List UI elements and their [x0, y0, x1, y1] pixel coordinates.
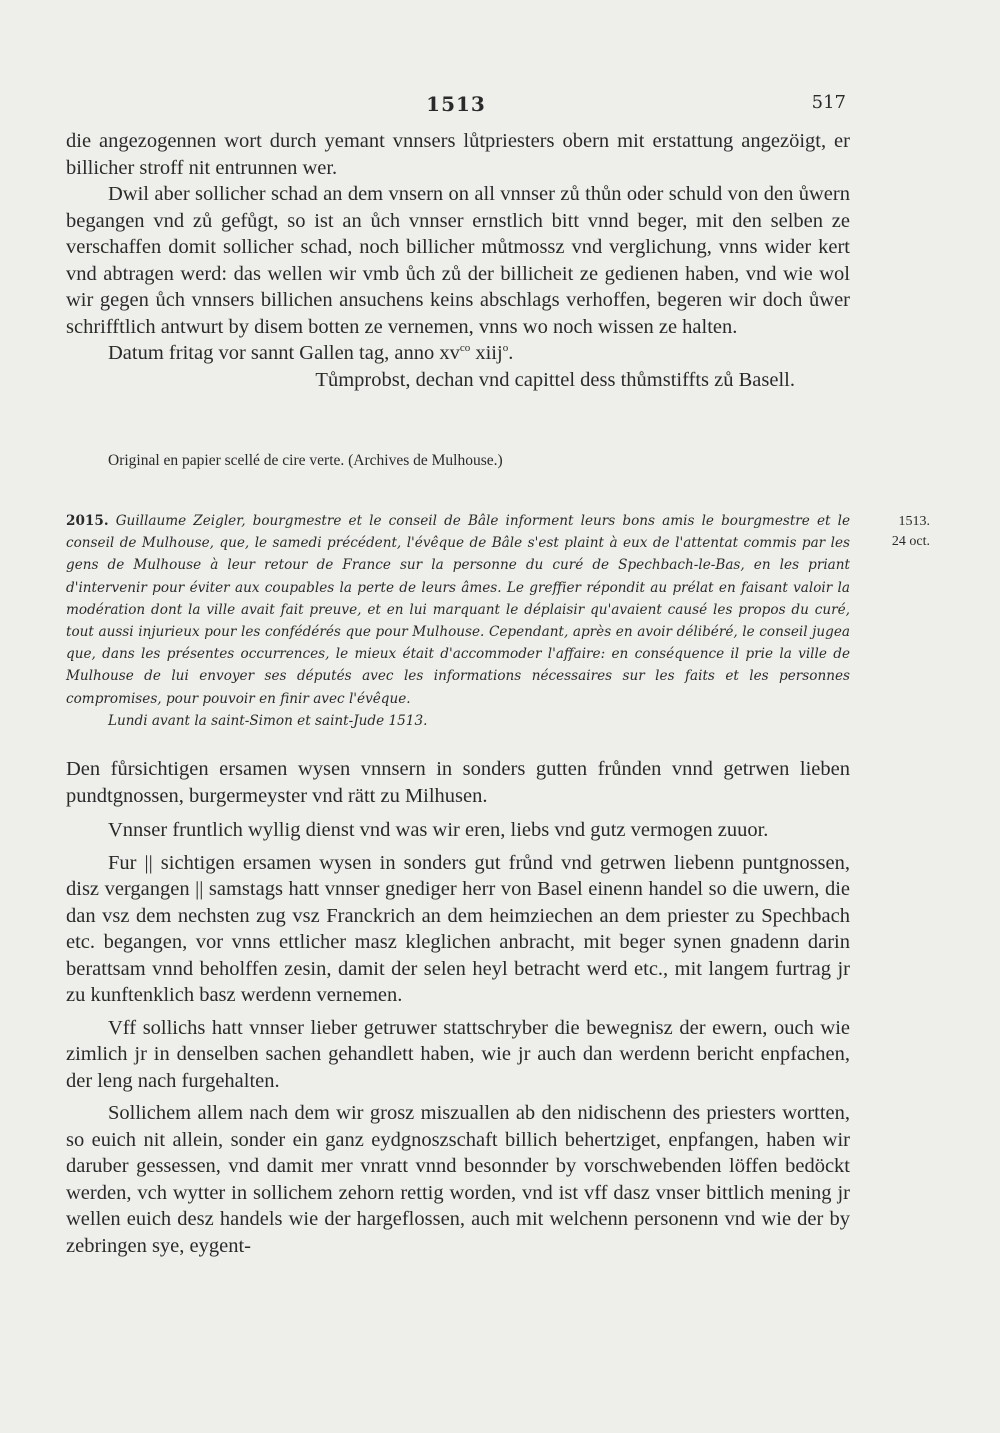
- paragraph: Dwil aber sollicher schad an dem vnsern on all vnnser zů thůn oder schuld von den ůwern begangen vnd zů gefůgt, so ist an ůch vnnser ernstlich bitt vnnd beger, mit den selben ze verschaffen domit sollicher schad, noch billicher můtmossz vnd verglichung, vnns wider kert vnd abtragen werd: das wellen wir vmb ůch zů der billicheit ze gedienen haben, vnd wie wol wir gegen ůch vnnsers billichen ansuchens keins abschlags verhoffen, begeren wir doch ůwer schrifftlich antwurt by disem botten ze vernemen, vnns wo noch wissen ze halten.: [66, 183, 850, 338]
- entry-date: Lundi avant la saint-Simon et saint-Jude 1513.: [108, 712, 428, 729]
- summary-paragraph: [66, 510, 850, 710]
- running-head: [66, 92, 846, 116]
- letter-text: [66, 756, 850, 1259]
- paragraph: Fur || sichtigen ersamen wysen in sonders gut frůnd vnd getrwen liebenn puntgnossen, disz vergangen || samstags hatt vnnser gnediger herr von Basel einenn handel so die uwern, die dan vsz dem nechsten zug vsz Franckrich an dem heimziechen an dem priester zu Spechbach etc. begangen, vor vnns ettlicher masz kleglichen anbracht, mit beger synen gnadenn darin berattsam vnnd beholffen zesin, damit der selen heyl betracht werd etc., mit langem furtrag jr zu kunftenklich basz werdenn vernemen.: [66, 851, 850, 1006]
- letter-date-text: .: [508, 342, 514, 364]
- letter-text-continuation: [66, 128, 850, 393]
- source-note: Original en papier scellé de cire verte. (Archives de Mulhouse.): [108, 452, 503, 469]
- superscript: o: [502, 342, 509, 355]
- entry-number: 2015.: [66, 513, 109, 529]
- letter-greeting: Vnnser fruntlich wyllig dienst vnd was wir eren, liebs vnd gutz vermogen zuuor.: [108, 819, 769, 841]
- margin-date-note: [872, 512, 930, 552]
- paragraph: Sollichem allem nach dem wir grosz miszuallen ab den nidischenn des priesters wortten, so euich nit allein, sonder ein ganz eydgnoszschaft billich behertziget, enpfangen, haben wir daruber gessessen, vnd damit mer vnratt vnnd besonnder by vorschwebenden löffen bedöckt werden, vch wytter in sollichem zehorn rettig worden, vnd ist vff dasz vnser bittlich mening jr wellen euich desz handels wie der hargeflossen, auch mit welchenn personenn vnd wie der by zebringen sye, eygent-: [66, 1102, 850, 1257]
- page-number: 517: [811, 92, 846, 113]
- letter-signature: Tůmprobst, dechan vnd capittel dess thůmstiffts zů Basell.: [315, 368, 795, 391]
- letter-date: [66, 340, 850, 367]
- margin-year: 1513.: [898, 514, 930, 529]
- paragraph: Vff sollichs hatt vnnser lieber getruwer stattschryber die bewegnisz der ewern, ouch wie zimlich jr in denselben sachen gehandlett haben, wie jr auch dan werdenn bericht enpfachen, der leng nach furgehalten.: [66, 1016, 850, 1092]
- letter-date-text: Datum fritag vor sannt Gallen tag, anno xv: [108, 342, 460, 364]
- letter-date-text: xiij: [470, 342, 503, 364]
- paragraph: die angezogennen wort durch yemant vnnsers lůtpriesters obern mit erstattung angezöigt, er billicher stroff nit entrunnen wer.: [66, 130, 850, 179]
- letter-address: Den fůrsichtigen ersamen wysen vnnsern in sonders gutten frůnden vnnd getrwen lieben pundtgnossen, burgermeyster vnd rätt zu Milhusen.: [66, 758, 850, 807]
- summary-text: Guillaume Zeigler, bourgmestre et le conseil de Bâle informent leurs bons amis le bourgmestre et le conseil de Mulhouse, que, le samedi précédent, l'évêque de Bâle s'est plaint à eux de l'attentat commis par les gens de Mulhouse à leur retour de France sur la personne du curé de Spechbach-le-Bas, en les priant d'intervenir pour éviter aux coupables la perte de leurs âmes. Le greffier répondit au prélat en faisant valoir la modération dont la ville avait fait preuve, et en lui marquant le déplaisir qu'avaient causé les propos du curé, tout aussi injurieux pour les confédérés que pour Mulhouse. Cependant, après en avoir délibéré, le conseil jugea que, dans les présentes occurrences, le mieux était d'accommoder l'affaire: en conséquence il prie la ville de Mulhouse de lui envoyer ses députés avec les informations nécessaires sur les faits et les personnes compromises, pour pouvoir en finir avec l'évêque.: [66, 513, 850, 707]
- superscript: co: [459, 342, 471, 355]
- running-head-year: 1513: [426, 92, 486, 116]
- margin-date: 24 oct.: [891, 534, 930, 549]
- entry-summary: [66, 510, 850, 732]
